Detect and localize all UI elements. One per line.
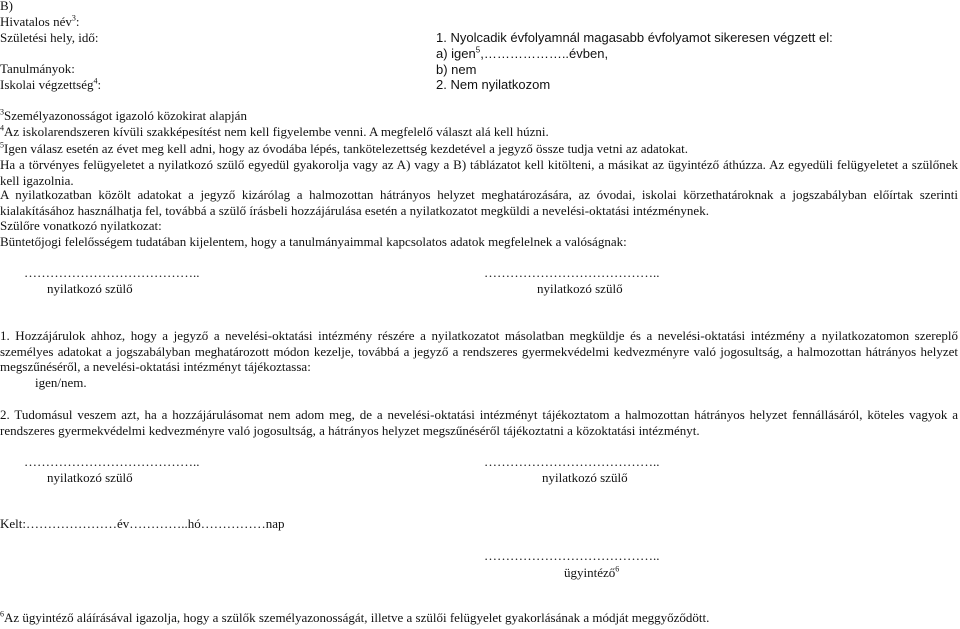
admin-signature-line: …………………………………..: [484, 548, 660, 563]
data-usage-note: A nyilatkozatban közölt adatokat a jegyző kizárólag a halmozottan hátrányos helyzet meghatározására, az óvodai, iskolai körzethatároknak a jogszabályban előírtak szerinti kialakításához használhatja fel, továbbá a szülő írásbeli hozzájárulása esetén a nyilatkozatot megküldi a nevelési-oktatási intézménynek.: [0, 187, 958, 218]
signature-line-right-1: …………………………………..: [484, 265, 660, 280]
consent-statement-2: 2. Tudomásul veszem azt, ha a hozzájárulásomat nem adom meg, de a nevelési-oktatási intézményt tájékoztatom a halmozottan hátrányos helyzet fennállásáról, köteles vagyok a rendszeres gyermekvédelmi kedvezményre való jogosultság, a hátrányos helyzet megszűnéséről tájékoztatni a közoktatási intézményt.: [0, 407, 958, 438]
signature-line-left-1: …………………………………..: [24, 265, 200, 280]
answer-b-no: b) nem: [436, 62, 477, 77]
yes-no-option: igen/nem.: [35, 375, 87, 390]
footnote-5: $^5$Igen válasz esetén az évet meg kell adni, hogy az óvodába lépés, tankötelezettség kezdetével a jegyző össze tudja vetni az adatokat.: [0, 140, 689, 156]
official-name-label: Hivatalos név$^3$:: [0, 13, 80, 29]
footnote-6: $^6$Az ügyintéző aláírásával igazolja, hogy a szülők személyazonosságát, illetve a szülői felügyelet gyakorlásának a módját meggyőződött.: [0, 609, 710, 625]
birth-place-date-label: Születési hely, idő:: [0, 30, 99, 45]
footnote-3: $^3$Személyazonosságot igazoló közokirat alapján: [0, 107, 247, 123]
answer-a-yes: a) igen$^5$,………………..évben,: [436, 45, 609, 61]
signature-label-right-2: nyilatkozó szülő: [542, 470, 628, 485]
consent-statement-1: 1. Hozzájárulok ahhoz, hogy a jegyző a nevelési-oktatási intézmény részére a nyilatkozatot másolatban megküldje és a nevelési-oktatási intézmény a nyilatkozatomon szereplő személyes adatokat a jogszabályban meghatározott módon kezelje, továbbá a jegyző a rendszeres gyermekvédelmi kedvezményre való jogosultság, a halmozottan hátrányos helyzet megszűnéséről, a nevelési-oktatási intézményt tájékoztassa:: [0, 328, 958, 375]
footnote-4: $^4$Az iskolarendszeren kívüli szakképesítést nem kell figyelembe venni. A megfelelő választ alá kell húzni.: [0, 123, 549, 139]
signature-label-left-1: nyilatkozó szülő: [47, 281, 133, 296]
question-1: 1. Nyolcadik évfolyamnál magasabb évfolyamot sikeresen végzett el:: [436, 30, 833, 45]
admin-signature-label: ügyintéző$^6$: [564, 564, 620, 580]
date-line: Kelt:…………………év…………..hó……………nap: [0, 516, 285, 531]
school-level-label: Iskolai végzettség$^4$:: [0, 76, 102, 92]
question-2: 2. Nem nyilatkozom: [436, 77, 551, 92]
signature-label-right-1: nyilatkozó szülő: [537, 281, 623, 296]
signature-label-left-2: nyilatkozó szülő: [47, 470, 133, 485]
parent-declaration-heading: Szülőre vonatkozó nyilatkozat:: [0, 218, 162, 233]
custody-note: Ha a törvényes felügyeletet a nyilatkozó szülő egyedül gyakorolja vagy az A) vagy a B) táblázatot kell kitölteni, a másikat az ügyintéző áthúzza. Az egyedüli felügyeletet a szülőnek kell igazolnia.: [0, 157, 958, 188]
section-b-label: B): [0, 0, 13, 13]
signature-line-right-2: …………………………………..: [484, 454, 660, 469]
studies-label: Tanulmányok:: [0, 61, 75, 76]
signature-line-left-2: …………………………………..: [24, 454, 200, 469]
criminal-liability-statement: Büntetőjogi felelősségem tudatában kijelentem, hogy a tanulmányaimmal kapcsolatos adatok megfelelnek a valóságnak:: [0, 234, 627, 249]
